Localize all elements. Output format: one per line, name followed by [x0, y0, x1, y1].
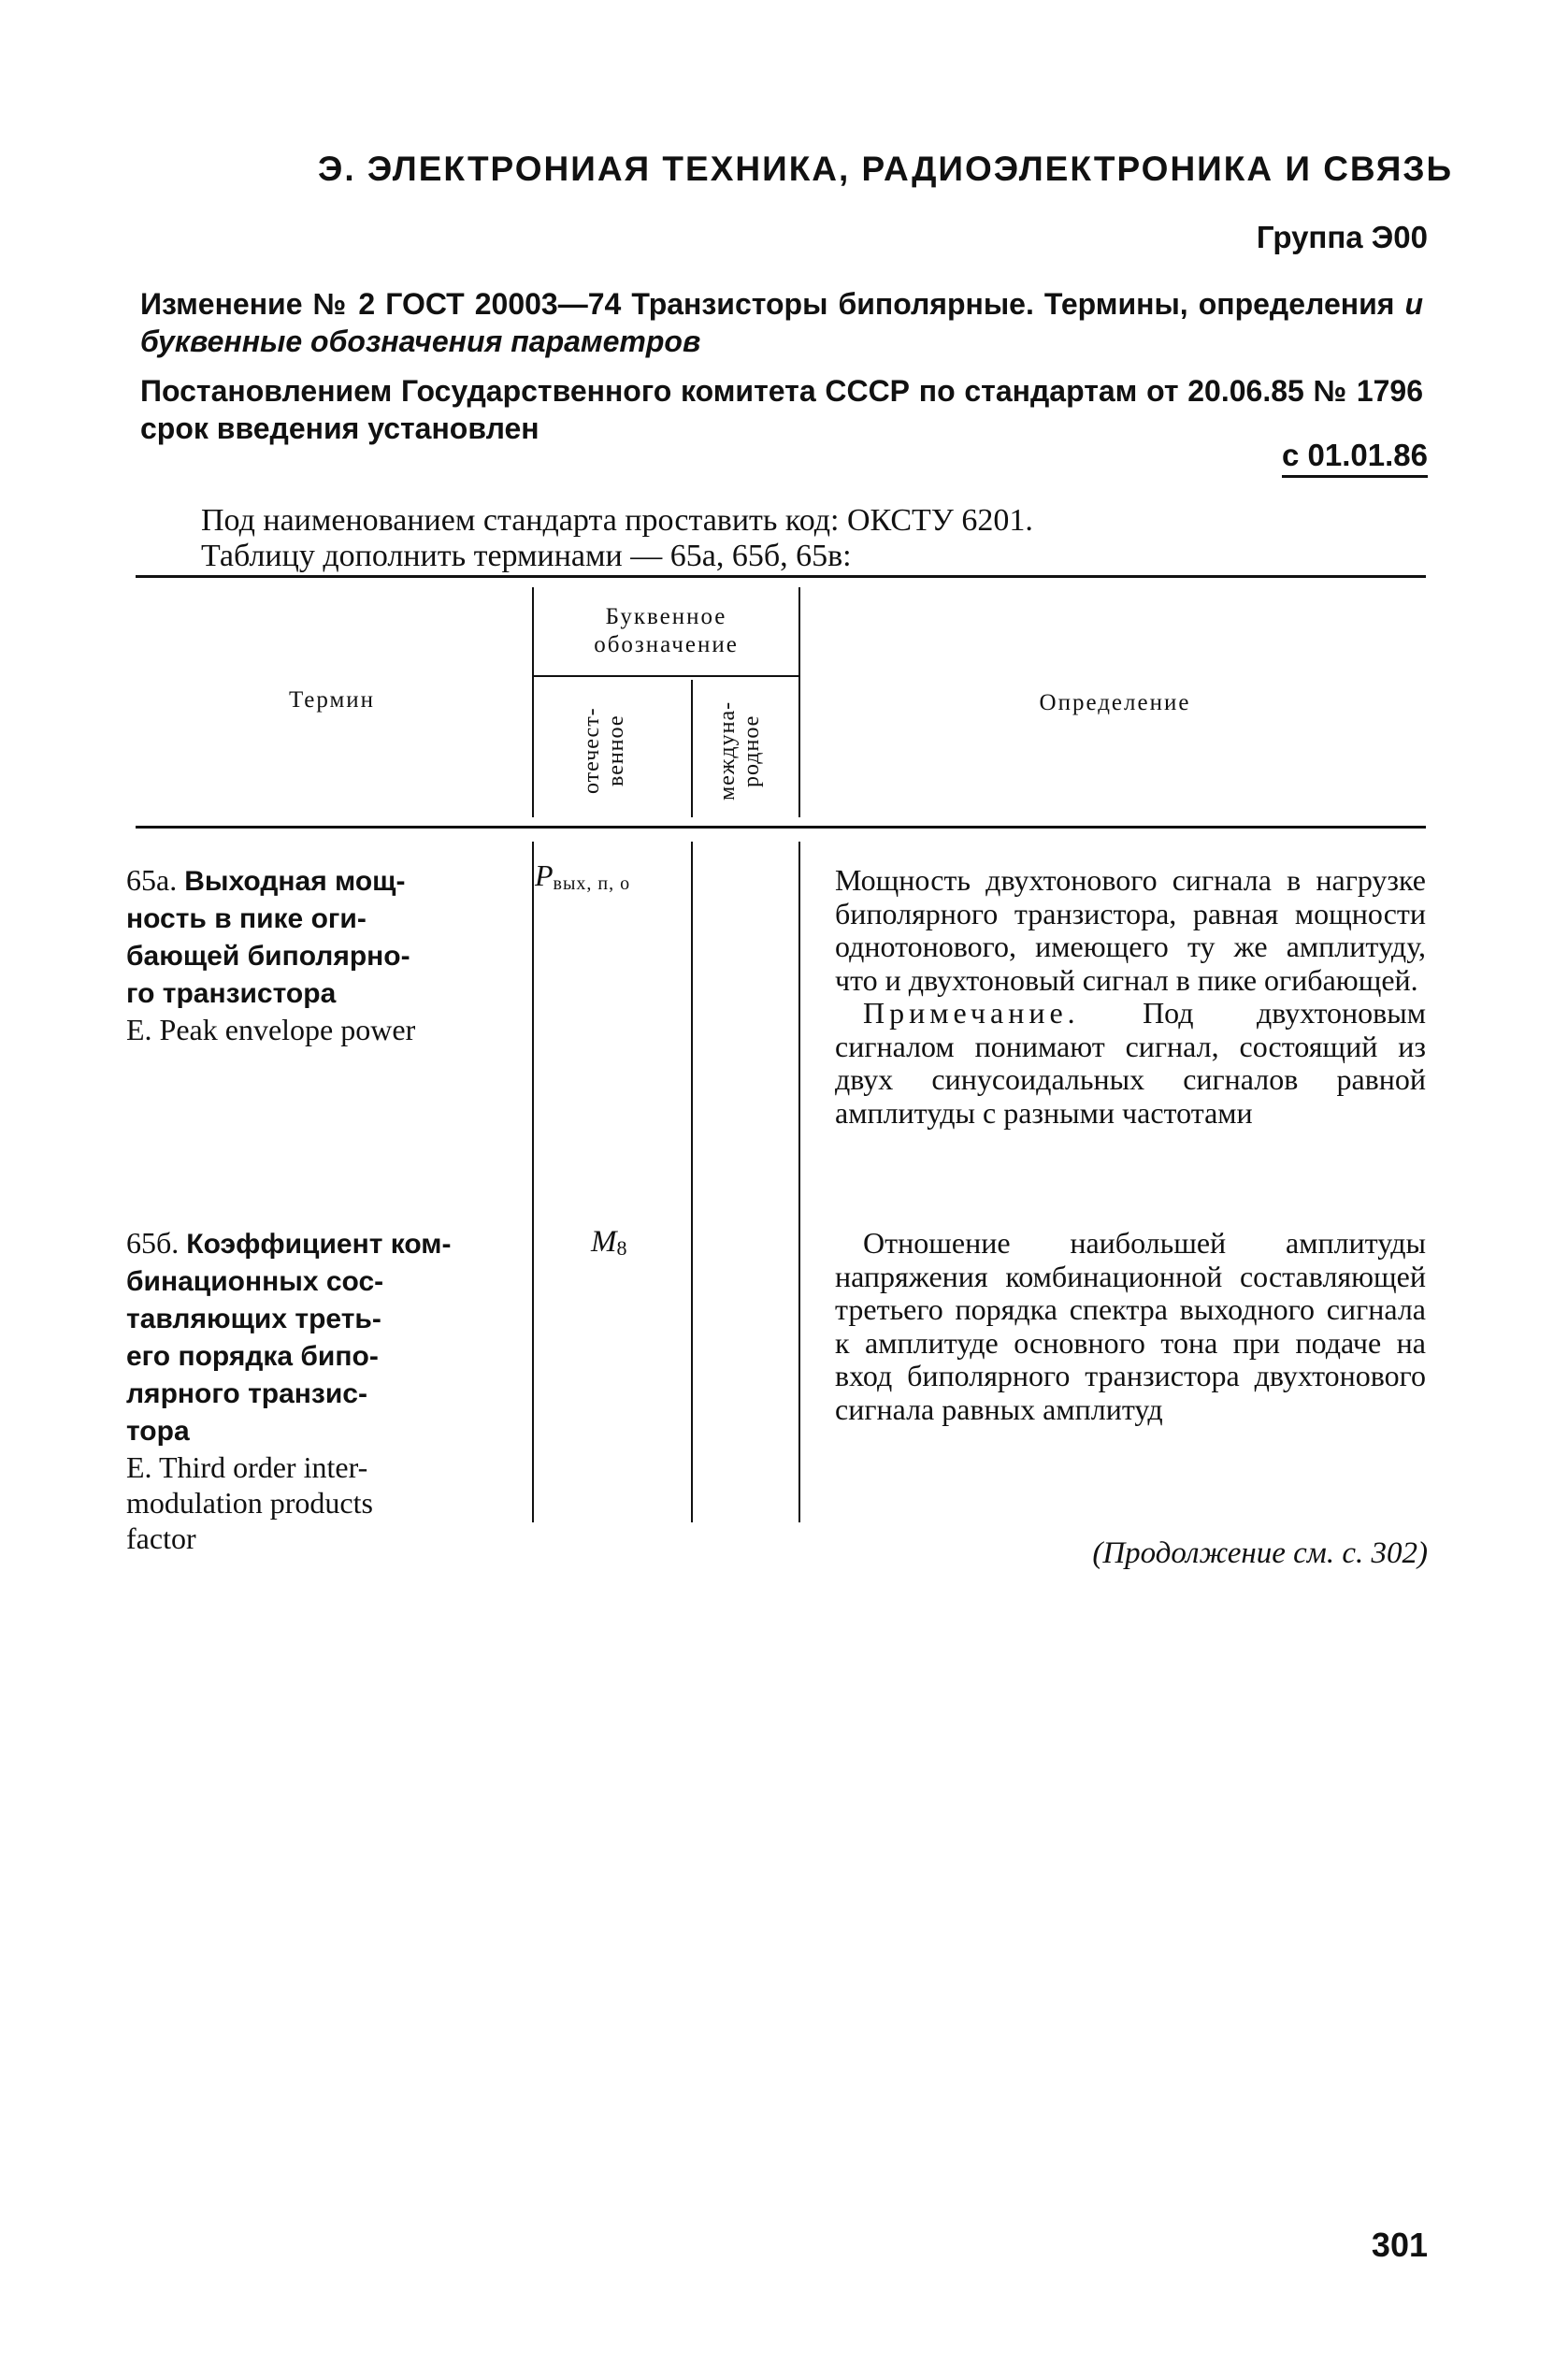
- term-line: ность в пике оги-: [126, 903, 367, 934]
- term-line: тавляющих треть-: [126, 1304, 381, 1334]
- term-english-line: E. Third order inter-: [126, 1450, 368, 1484]
- designation-divider: [532, 675, 798, 677]
- intro-line-add-terms: Таблицу дополнить терминами — 65а, 65б, 65в:: [201, 539, 852, 573]
- term-line: бинационных сос-: [126, 1266, 384, 1297]
- term-english-line: modulation products: [126, 1486, 373, 1520]
- header-international: [715, 690, 764, 812]
- header-designation-line1: Буквенное: [605, 604, 727, 629]
- symbol-main: P: [535, 858, 554, 892]
- term-line: бающей биполярно-: [126, 941, 410, 972]
- header-designation-line2: обозначение: [594, 632, 739, 657]
- symbol-main: M: [591, 1225, 617, 1259]
- amendment-title-prefix: Изменение № 2 ГОСТ 20003—74 Транзисторы биполярные. Термины, определения: [140, 287, 1395, 321]
- term-line: его порядка бипо-: [126, 1341, 379, 1372]
- group-label: Группа Э00: [1256, 220, 1428, 254]
- term-line: тора: [126, 1416, 190, 1447]
- term-line: Коэффициент ком-: [186, 1229, 452, 1260]
- amendment-title: [140, 285, 1423, 360]
- section-heading: Э. ЭЛЕКТРОНИАЯ ТЕХНИКА, РАДИОЭЛЕКТРОНИКА И СВЯЗЬ: [318, 150, 1454, 188]
- effective-date: с 01.01.86: [1282, 438, 1428, 478]
- table-row-65b-definition: Отношение наибольшей амплитуды напряжения комбинационной составляющей третьего порядка спектра выходного сигнала к амплитуде основного тона при подаче на вход биполярного транзистора двухтонового сигнала равных амплитуд: [835, 1226, 1426, 1426]
- note-label: Примечание.: [863, 996, 1080, 1030]
- header-designation: [538, 603, 795, 659]
- header-term: Термин: [288, 687, 376, 713]
- definition-text: Мощность двухтонового сигнала в нагрузке биполярного транзистора, равная мощности однотонового, имеющего ту же амплитуду, что и двухтоновый сигнал в пике огибающей.: [835, 863, 1426, 997]
- header-col-line-3: [798, 587, 800, 817]
- table-top-rule: [136, 575, 1426, 578]
- definition-note: [835, 997, 1426, 1130]
- amendment-title-suffix: и буквенные обозначения параметров: [140, 287, 1424, 358]
- header-international-line1: междуна-: [715, 700, 740, 801]
- table-row-65b-term: [126, 1225, 528, 1556]
- body-col-line-1: [532, 842, 534, 1522]
- symbol-sub: вых, п, о: [553, 873, 631, 895]
- body-col-line-3: [798, 842, 800, 1522]
- term-line: лярного транзис-: [126, 1378, 367, 1409]
- symbol-65a: [535, 858, 630, 895]
- decree-text: Постановлением Государственного комитета СССР по стандартам от 20.06.85 № 1796 срок введения установлен: [140, 374, 1423, 445]
- header-definition: Определение: [1039, 690, 1191, 715]
- header-col-line-1: [532, 587, 534, 817]
- table-header-rule: [136, 826, 1426, 829]
- symbol-65b: [591, 1225, 627, 1261]
- header-national: [580, 690, 628, 812]
- intro-line-code: Под наименованием стандарта проставить код: ОКСТУ 6201.: [201, 503, 1033, 538]
- table-row-65a-definition: [835, 864, 1426, 1130]
- continuation-note: (Продолжение см. с. 302): [1092, 1536, 1428, 1570]
- term-number: 65а.: [126, 863, 178, 897]
- header-national-line1: отечест-: [580, 707, 604, 795]
- body-col-line-2: [691, 842, 693, 1522]
- page-number: 301: [1371, 2226, 1428, 2264]
- note-text: Под двухтоновым сигналом понимают сигнал, состоящий из двух синусоидальных сигналов равной амплитуды с разными частотами: [835, 996, 1426, 1130]
- header-national-line2: венное: [604, 714, 628, 787]
- term-english: E. Peak envelope power: [126, 1013, 416, 1046]
- table-row-65a-term: [126, 862, 528, 1047]
- header-international-line2: родное: [740, 714, 764, 787]
- term-line: Выходная мощ-: [184, 866, 406, 897]
- symbol-sub: 8: [616, 1236, 627, 1261]
- header-col-line-2: [691, 680, 693, 817]
- term-line: го транзистора: [126, 978, 337, 1009]
- term-number: 65б.: [126, 1226, 180, 1260]
- term-english-line: factor: [126, 1521, 196, 1555]
